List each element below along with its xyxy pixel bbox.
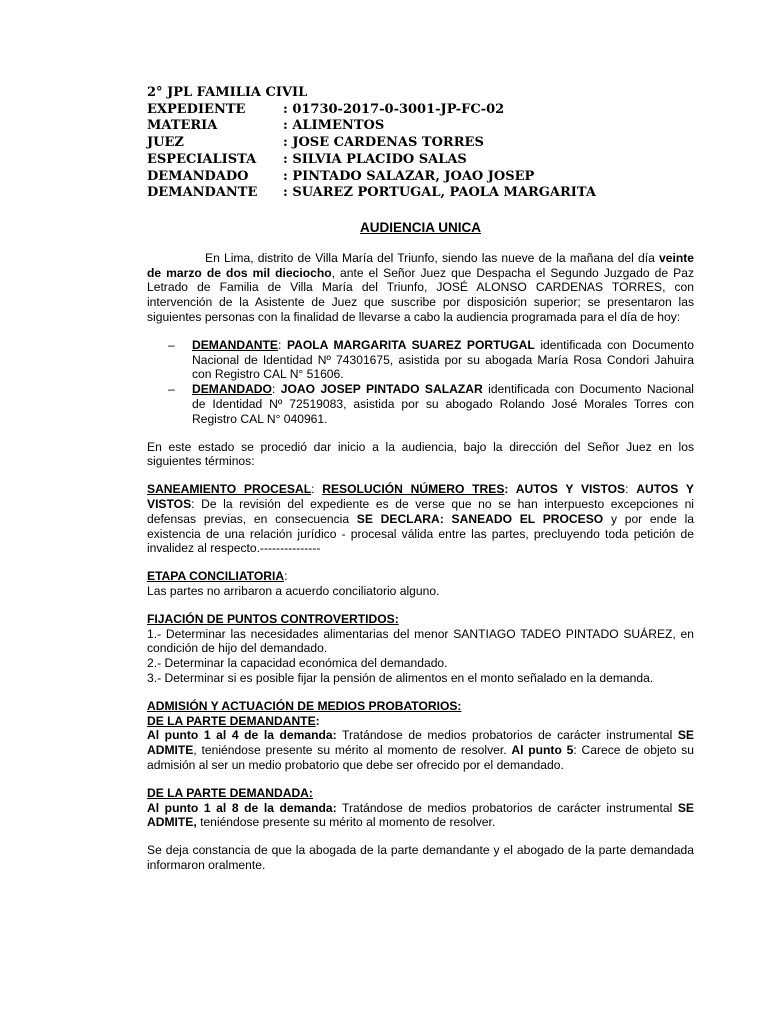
section-heading: SANEAMIENTO PROCESAL: [147, 482, 312, 497]
header-label: ESPECIALISTA: [147, 151, 257, 167]
constancia-paragraph: Se deja constancia de que la abogada de la parte demandante y el abogado de la parte demandada informaron oralmente.: [147, 843, 694, 872]
header-value: : SILVIA PLACIDO SALAS: [283, 151, 467, 167]
party-role: DEMANDADO: [192, 382, 272, 397]
fijacion-item: 3.- Determinar si es posible fijar la pensión de alimentos en el monto señalado en la demanda.: [147, 670, 654, 685]
fijacion-item: 1.- Determinar las necesidades alimentarias del menor SANTIAGO TADEO PINTADO SUÁREZ, en condición de hijo del demandado.: [147, 626, 694, 656]
resolution-number: RESOLUCIÓN NÚMERO TRES: [322, 482, 505, 497]
demandada-evidence-paragraph: Al punto 1 al 8 de la demanda: Tratándose de medios probatorios de carácter instrumental SE ADMITE, teniéndose presente su mérito al momento de resolver.: [147, 800, 694, 830]
party-name: PAOLA MARGARITA SUAREZ PORTUGAL: [286, 337, 535, 352]
saneamiento-paragraph: SANEAMIENTO PROCESAL: RESOLUCIÓN NÚMERO TRES: AUTOS Y VISTOS: AUTOS Y VISTOS: De la revisión del expediente es de verse que no se han interpuesto excepciones ni defensas previas, en consecuencia SE DECLARA: SANEADO EL PROCESO y por ende la existencia de una relación jurídico - procesal válida entre las partes, precluyendo toda petición de invalidez al respecto.---------------: [147, 482, 694, 556]
header-value: : 01730-2017-0-3001-JP-FC-02: [283, 101, 505, 117]
header-label: EXPEDIENTE: [147, 101, 246, 117]
header-label: MATERIA: [147, 118, 218, 134]
declaration: SE DECLARA: SANEADO EL PROCESO: [356, 511, 604, 526]
conciliatoria-heading: ETAPA CONCILIATORIA:: [147, 569, 288, 584]
fijacion-item: 2.- Determinar la capacidad económica del demandado.: [147, 656, 448, 671]
demandante-evidence-paragraph: Al punto 1 al 4 de la demanda: Tratándose de medios probatorios de carácter instrumental SE ADMITE, teniéndose presente su mérito al momento de resolver. Al punto 5: Carece de objeto su admisión al ser un medio probatorio que debe ser ofrecido por el demandado.: [147, 728, 694, 772]
header-row-expediente: [147, 102, 596, 119]
party-demandante: – DEMANDANTE: PAOLA MARGARITA SUAREZ PORTUGAL identificada con Documento Nacional de Identidad Nº 74301675, asistida por su abogada María Rosa Condori Jahuira con Registro CAL N° 51606.: [168, 337, 694, 382]
conciliatoria-text: Las partes no arribaron a acuerdo conciliatorio alguno.: [147, 583, 440, 598]
court-name: 2° JPL FAMILIA CIVIL: [147, 85, 308, 100]
header-value: : JOSE CARDENAS TORRES: [283, 135, 484, 151]
demandada-heading: DE LA PARTE DEMANDADA:: [147, 785, 313, 800]
header-label: JUEZ: [147, 135, 184, 151]
header-label: DEMANDANTE: [147, 185, 258, 201]
header-row-demandado: [147, 169, 596, 186]
party-demandado: – DEMANDADO: JOAO JOSEP PINTADO SALAZAR identificada con Documento Nacional de Identidad Nº 72519083, asistida por su abogado Rolando José Morales Torres con Registro CAL N° 040961.: [168, 382, 694, 426]
document-body: [147, 221, 694, 873]
document-title: AUDIENCIA UNICA: [360, 220, 481, 235]
header-value: : SUAREZ PORTUGAL, PAOLA MARGARITA: [283, 185, 596, 201]
header-row-materia: [147, 118, 596, 135]
demandante-heading: DE LA PARTE DEMANDANTE:: [147, 713, 320, 728]
party-name: JOAO JOSEP PINTADO SALAZAR: [280, 382, 483, 397]
hearing-date: veinte de marzo de dos mil dieciocho: [147, 250, 694, 280]
header-row-especialista: [147, 152, 596, 169]
list-dash: –: [168, 337, 175, 352]
intro-paragraph: En Lima, distrito de Villa María del Triunfo, siendo las nueve de la mañana del día veinte de marzo de dos mil dieciocho, ante el Señor Juez que Despacha el Segundo Juzgado de Paz Letrado de Familia de Villa María del Triunfo, JOSÉ ALONSO CARDENAS TORRES, con intervención de la Asistente de Juez que suscribe por disposición superior; se presentaron las siguientes personas con la finalidad de llevarse a cabo la audiencia programada para el día de hoy:: [147, 250, 694, 324]
header-label: DEMANDADO: [147, 168, 249, 184]
header-row-juez: [147, 135, 596, 152]
header-row-demandante: [147, 185, 596, 202]
party-role: DEMANDANTE: [192, 337, 278, 352]
admision-heading: ADMISIÓN Y ACTUACIÓN DE MEDIOS PROBATORIOS:: [147, 698, 462, 713]
header-value: : ALIMENTOS: [283, 118, 385, 134]
header-value: : PINTADO SALAZAR, JOAO JOSEP: [283, 168, 535, 184]
parties-list: [147, 338, 694, 427]
fijacion-heading: FIJACIÓN DE PUNTOS CONTROVERTIDOS:: [147, 611, 399, 626]
list-dash: –: [168, 382, 175, 397]
case-header: [147, 85, 596, 202]
estado-paragraph: En este estado se procedió dar inicio a la audiencia, bajo la dirección del Señor Juez en los siguientes términos:: [147, 439, 694, 469]
